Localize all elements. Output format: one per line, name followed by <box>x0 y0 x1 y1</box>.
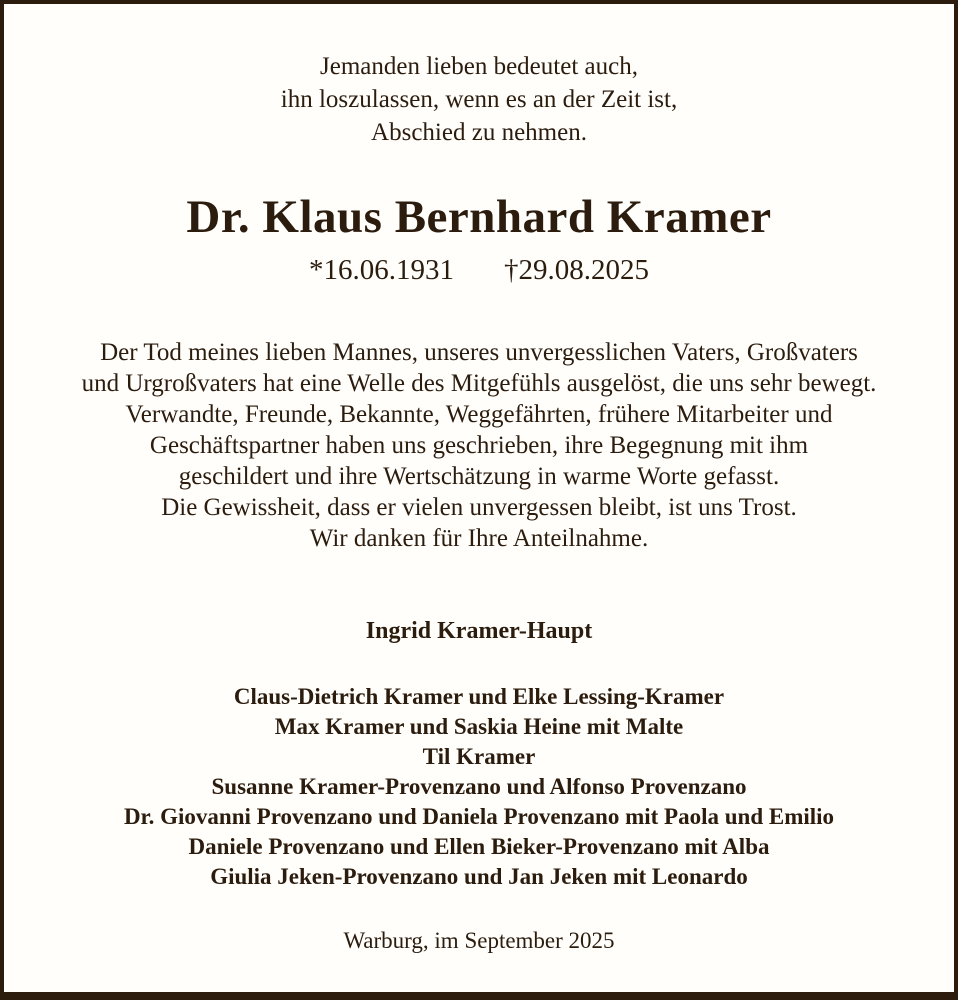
body-line: Der Tod meines lieben Mannes, unseres unvergesslichen Vaters, Großvaters <box>100 339 858 366</box>
family-line: Til Kramer <box>422 744 536 769</box>
condolence-paragraph <box>4 337 954 554</box>
body-line: geschildert und ihre Wertschätzung in warme Worte gefasst. <box>178 463 780 490</box>
death-date: †29.08.2025 <box>504 254 649 286</box>
epigraph-line: Abschied zu nehmen. <box>371 119 587 146</box>
epigraph-verse <box>4 50 954 149</box>
body-line: Wir danken für Ihre Anteilnahme. <box>309 525 649 552</box>
family-line: Giulia Jeken-Provenzano und Jan Jeken mit Leonardo <box>210 864 748 889</box>
place-and-date: Warburg, im September 2025 <box>343 928 615 953</box>
body-line: Geschäftspartner haben uns geschrieben, ihre Begegnung mit ihm <box>149 432 809 459</box>
family-line: Dr. Giovanni Provenzano und Daniela Provenzano mit Paola und Emilio <box>123 804 835 829</box>
body-line: Verwandte, Freunde, Bekannte, Weggefährten, frühere Mitarbeiter und <box>125 401 833 428</box>
family-line: Max Kramer und Saskia Heine mit Malte <box>274 714 684 739</box>
deceased-name: Dr. Klaus Bernhard Kramer <box>186 191 772 243</box>
chief-mourner-name: Ingrid Kramer-Haupt <box>365 618 593 644</box>
family-line: Claus-Dietrich Kramer und Elke Lessing-Kramer <box>233 684 725 709</box>
notice-content <box>4 4 954 992</box>
life-dates <box>4 253 954 287</box>
family-line: Daniele Provenzano und Ellen Bieker-Provenzano mit Alba <box>188 834 770 859</box>
epigraph-line: Jemanden lieben bedeutet auch, <box>320 53 638 80</box>
epigraph-line: ihn loszulassen, wenn es an der Zeit ist, <box>280 86 678 113</box>
birth-date: *16.06.1931 <box>309 254 454 286</box>
body-line: und Urgroßvaters hat eine Welle des Mitgefühls ausgelöst, die uns sehr bewegt. <box>81 370 877 397</box>
family-names-list <box>4 682 954 892</box>
body-line: Die Gewissheit, dass er vielen unvergessen bleibt, ist uns Trost. <box>161 494 797 521</box>
family-line: Susanne Kramer-Provenzano und Alfonso Provenzano <box>211 774 747 799</box>
